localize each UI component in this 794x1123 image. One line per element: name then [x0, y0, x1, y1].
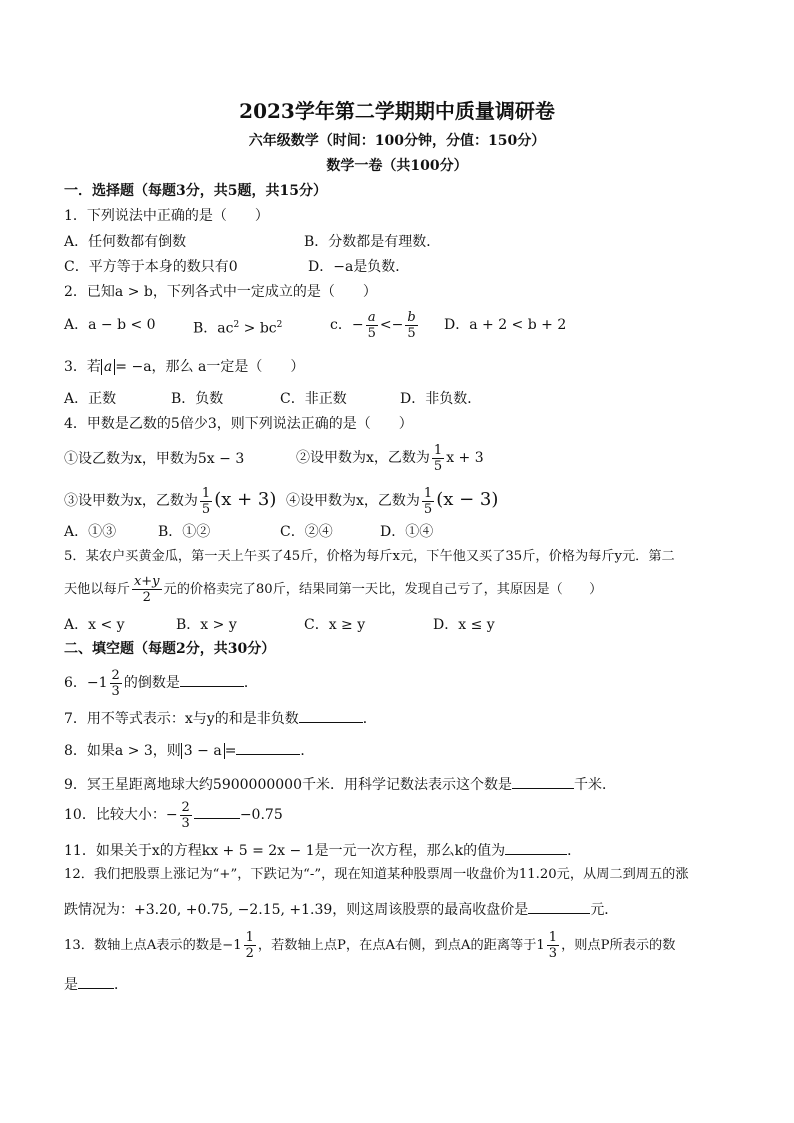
- question-11: [64, 840, 581, 860]
- frac-den: 5: [433, 458, 443, 474]
- question-12-line-1: 12．我们把股票上涨记为“+”，下跌记为“-”，现在知道某种股票周一收盘价为11.20元，从周二到周五的涨: [64, 867, 689, 882]
- q4-o4-pre: ④设甲数为x，乙数为: [286, 493, 420, 509]
- q8-end: ．: [300, 743, 315, 759]
- question-5-option-a: A．x < y: [64, 617, 125, 633]
- frac-den: 2: [142, 590, 151, 605]
- q5-fraction: [132, 574, 162, 605]
- q2-b-prefix: B．ac: [193, 320, 234, 337]
- q12-answer-blank[interactable]: [528, 899, 590, 914]
- question-1-option-a: A．任何数都有倒数: [64, 234, 187, 250]
- q2-c-mid: <−: [379, 317, 404, 333]
- question-4-option-d: D．①④: [380, 524, 434, 540]
- question-5-option-d: D．x ≤ y: [433, 617, 495, 633]
- question-4-option-c: C．②④: [280, 524, 333, 540]
- volume-label: 数学一卷（共100分）: [326, 158, 468, 174]
- q2-b-exp1: 2: [233, 320, 240, 330]
- frac-den: 3: [181, 815, 190, 831]
- exam-info: 六年级数学（时间：100分钟，分值：150分）: [248, 133, 546, 149]
- q5-line2-post: 元的价格卖完了80斤，结果同第一天比，发现自己亏了，其原因是（ ）: [163, 582, 603, 597]
- q13-mid: ，若数轴上点P，在点A右侧，到点A的距离等于1: [257, 938, 545, 953]
- section-heading-choice: 一．选择题（每题3分，共5题，共15分）: [64, 183, 327, 199]
- frac-den: 5: [367, 325, 376, 341]
- frac-den: 3: [111, 683, 120, 699]
- q6-pre: 6．−1: [64, 675, 108, 691]
- q10-answer-blank[interactable]: [194, 804, 240, 819]
- frac-num: 1: [548, 930, 558, 945]
- frac-num: 1: [423, 485, 433, 501]
- question-6: [64, 664, 258, 702]
- question-12-line-2: [64, 899, 618, 919]
- q2-c-fraction-a: [366, 310, 378, 341]
- question-13-line-1: [64, 927, 675, 965]
- q2-c-prefix: c．−: [330, 317, 364, 333]
- q9-answer-blank[interactable]: [512, 774, 574, 789]
- question-4-statement-4: [286, 481, 498, 520]
- q4-o2-fraction: [432, 443, 444, 474]
- q4-o3-fraction: [200, 486, 212, 517]
- question-3-option-b: B．负数: [171, 391, 224, 407]
- q13-end: ．: [114, 977, 128, 993]
- frac-den: 5: [423, 501, 433, 517]
- frac-den: 5: [201, 501, 211, 517]
- q6-fraction: [110, 668, 122, 699]
- q3-abs-value: a: [101, 359, 115, 375]
- q10-pre: 10．比较大小：−: [64, 807, 178, 823]
- page-title: 2023学年第二学期期中质量调研卷: [239, 99, 555, 123]
- q11-answer-blank[interactable]: [505, 840, 567, 855]
- question-5-option-b: B．x > y: [176, 617, 237, 633]
- question-1-stem: 1．下列说法中正确的是（ ）: [64, 208, 269, 224]
- q8-abs-value: 3 − a: [181, 743, 225, 759]
- q7-end: ．: [362, 711, 377, 727]
- question-13-line-2: [64, 974, 128, 994]
- frac-num: x+y: [133, 574, 160, 589]
- q10-fraction: [180, 800, 192, 831]
- question-3-option-a: A．正数: [64, 391, 117, 407]
- q13-pre: 13．数轴上点A表示的数是−1: [64, 938, 242, 953]
- question-8: [64, 740, 314, 760]
- question-4-statement-2: [296, 439, 484, 477]
- q4-o4-post: (x − 3): [436, 489, 499, 510]
- q7-answer-blank[interactable]: [299, 708, 363, 723]
- frac-num: b: [407, 309, 416, 325]
- frac-num: a: [366, 310, 378, 326]
- question-4-option-b: B．①②: [158, 524, 211, 540]
- q2-b-mid: > bc: [239, 320, 277, 337]
- q9-end: 千米．: [573, 777, 616, 793]
- question-5-line-2: [64, 571, 602, 609]
- section-heading-fill: 二、填空题（每题2分，共30分）: [64, 641, 276, 657]
- question-2-option-c: [330, 306, 420, 344]
- frac-num: 1: [433, 442, 443, 458]
- q4-o3-pre: ③设甲数为x，乙数为: [64, 493, 198, 509]
- frac-den: 5: [407, 325, 416, 341]
- question-2-option-d: D．a + 2 < b + 2: [444, 317, 567, 333]
- question-2-stem: 2．已知a > b，下列各式中一定成立的是（ ）: [64, 284, 377, 300]
- q13-post: ，则点P所表示的数: [561, 938, 676, 953]
- q3-stem-pre: 3．若: [64, 359, 101, 375]
- q8-post: =: [224, 743, 237, 759]
- q13-l2: 是: [64, 977, 78, 993]
- question-3-option-c: C．非正数: [280, 391, 347, 407]
- q6-end: ．: [243, 675, 258, 691]
- q13-answer-blank[interactable]: [78, 974, 114, 989]
- q6-post: 的倒数是: [123, 675, 180, 691]
- frac-den: 3: [548, 946, 558, 961]
- question-2-option-a: A．a − b < 0: [64, 317, 156, 333]
- q10-post: −0.75: [239, 807, 283, 823]
- q3-stem-post: = −a，那么 a一定是（ ）: [115, 359, 305, 375]
- q2-b-exp2: 2: [276, 320, 283, 330]
- question-2-option-b: [193, 316, 282, 338]
- question-4-statement-3: [64, 481, 276, 520]
- q6-answer-blank[interactable]: [180, 672, 244, 687]
- q11-end: ．: [567, 843, 582, 859]
- question-7: [64, 708, 377, 728]
- q13-fraction-1: [244, 930, 256, 961]
- question-9: [64, 774, 616, 794]
- question-4-option-a: A．①③: [64, 524, 117, 540]
- q12-end: 元．: [590, 902, 619, 918]
- q9-text: 9．冥王星距离地球大约5900000000千米．用科学记数法表示这个数是: [64, 777, 512, 793]
- question-3-stem: [64, 358, 304, 376]
- question-1-option-d: D．−a是负数．: [308, 259, 410, 275]
- q13-fraction-2: [547, 930, 559, 961]
- q8-answer-blank[interactable]: [236, 740, 300, 755]
- frac-num: 2: [111, 667, 120, 683]
- q2-c-fraction-b: [405, 310, 417, 341]
- q12-text: 跌情况为：+3.20, +0.75, −2.15, +1.39，则这周该股票的最高收盘价是: [64, 902, 529, 918]
- frac-den: 2: [245, 946, 254, 961]
- question-5-option-c: C．x ≥ y: [304, 617, 366, 633]
- question-10: [64, 796, 283, 834]
- q11-text: 11．如果关于x的方程kx + 5 = 2x − 1是一元一次方程，那么k的值为: [64, 843, 506, 859]
- q4-o2-pre: ②设甲数为x，乙数为: [296, 450, 430, 466]
- q7-text: 7．用不等式表示：x与y的和是非负数: [64, 711, 299, 727]
- question-4-stem: 4．甲数是乙数的5倍少3，则下列说法正确的是（ ）: [64, 416, 413, 432]
- question-4-statement-1: ①设乙数为x，甲数为5x − 3: [64, 451, 245, 467]
- q4-o4-fraction: [422, 486, 434, 517]
- q4-o3-post: (x + 3): [214, 489, 277, 510]
- q4-o2-post: x + 3: [446, 450, 484, 466]
- q5-line2-pre: 天他以每斤: [64, 582, 130, 597]
- frac-num: 1: [201, 485, 211, 501]
- frac-num: 2: [181, 799, 190, 815]
- question-1-option-c: C．平方等于本身的数只有0: [64, 259, 238, 275]
- frac-num: 1: [245, 930, 254, 945]
- question-5-line-1: 5．某农户买黄金瓜，第一天上午买了45斤，价格为每斤x元，下午他又买了35斤，价格为每斤y元．第二: [64, 549, 675, 564]
- q8-pre: 8．如果a > 3，则: [64, 743, 181, 759]
- question-1-option-b: B．分数都是有理数．: [304, 234, 441, 250]
- question-3-option-d: D．非负数．: [400, 391, 482, 407]
